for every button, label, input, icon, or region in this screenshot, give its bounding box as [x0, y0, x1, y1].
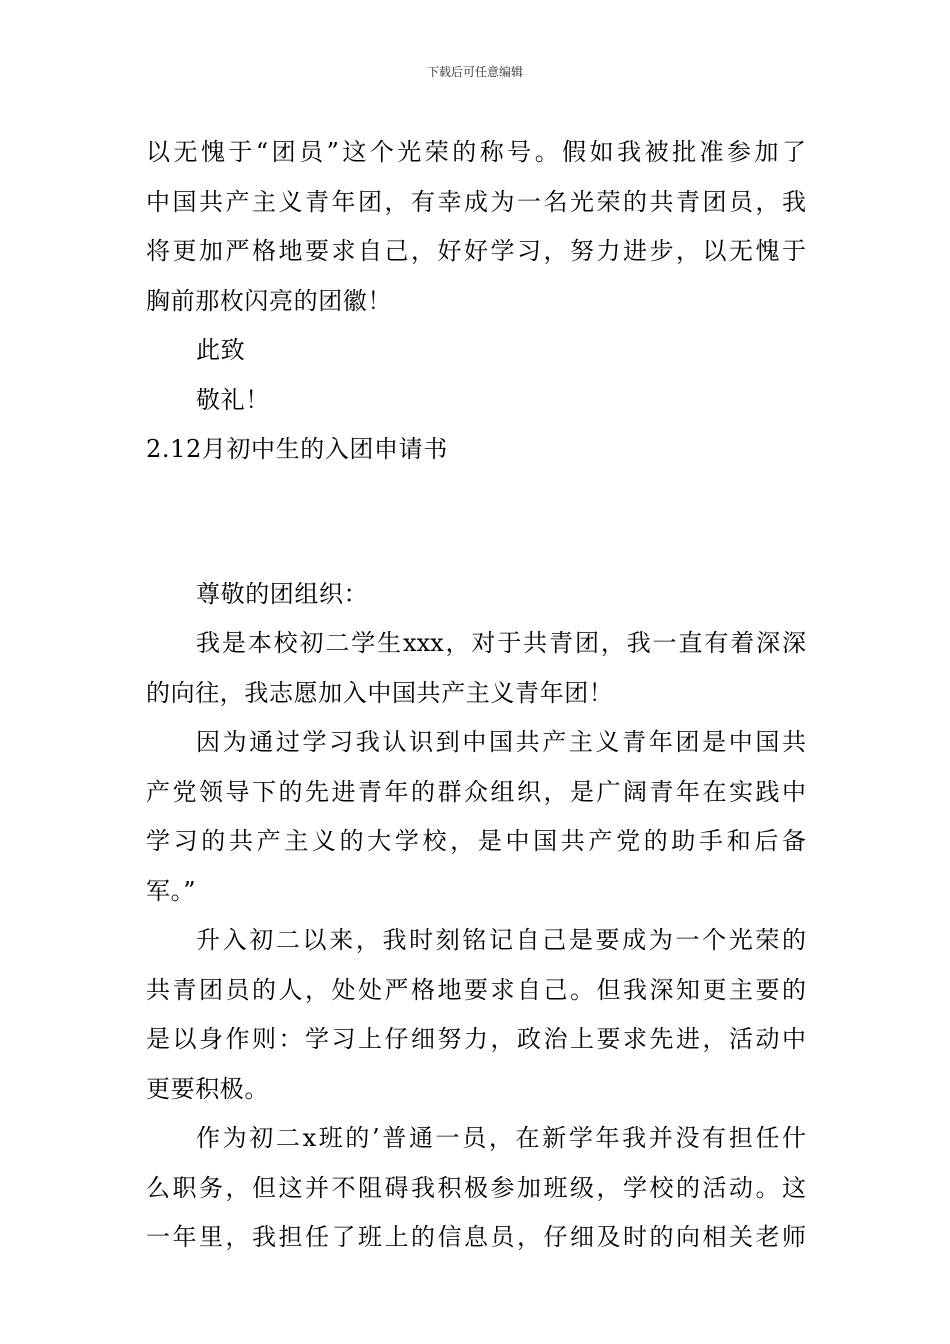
section-heading: 2.12月初中生的入团申请书: [146, 435, 448, 463]
text-line: 么职务，但这并不阻碍我积极参加班级，学校的活动。这: [146, 1173, 806, 1202]
text-line: 产党领导下的先进青年的群众组织，是广阔青年在实践中: [146, 777, 806, 806]
closing-line: 敬礼！: [196, 385, 270, 414]
text-line: 胸前那枚闪亮的团徽！: [146, 286, 392, 315]
text-line: 以无愧于“团员”这个光荣的称号。假如我被批准参加了: [146, 138, 806, 166]
spacer: [146, 475, 806, 570]
text-line: 学习的共产主义的大学校，是中国共产党的助手和后备: [146, 827, 806, 855]
text-line: 一年里，我担任了班上的信息员，仔细及时的向相关老师: [146, 1223, 806, 1251]
page-header: 下载后可任意编辑: [426, 65, 523, 79]
text-line: 我是本校初二学生xxx，对于共青团，我一直有着深深: [196, 629, 806, 657]
closing-line: 此致: [196, 336, 246, 364]
document-body: [146, 128, 806, 1263]
text-line: 因为通过学习我认识到中国共产主义青年团是中国共: [196, 728, 806, 756]
text-line: 作为初二x班的’普通一员，在新学年我并没有担任什: [196, 1124, 806, 1152]
text-line: 将更加严格地要求自己，好好学习，努力进步，以无愧于: [146, 237, 806, 265]
salutation: 尊敬的团组织：: [196, 579, 369, 608]
text-line: 更要积极。: [146, 1074, 269, 1103]
text-line: 共青团员的人，处处严格地要求自己。但我深知更主要的: [146, 975, 806, 1004]
text-line: 军。”: [146, 876, 197, 905]
text-line: 升入初二以来，我时刻铭记自己是要成为一个光荣的: [196, 926, 806, 954]
text-line: 是以身作则：学习上仔细努力，政治上要求先进，活动中: [146, 1025, 806, 1053]
text-line: 的向往，我志愿加入中国共产主义青年团！: [146, 678, 614, 707]
text-line: 中国共产主义青年团，有幸成为一名光荣的共青团员，我: [146, 187, 806, 216]
